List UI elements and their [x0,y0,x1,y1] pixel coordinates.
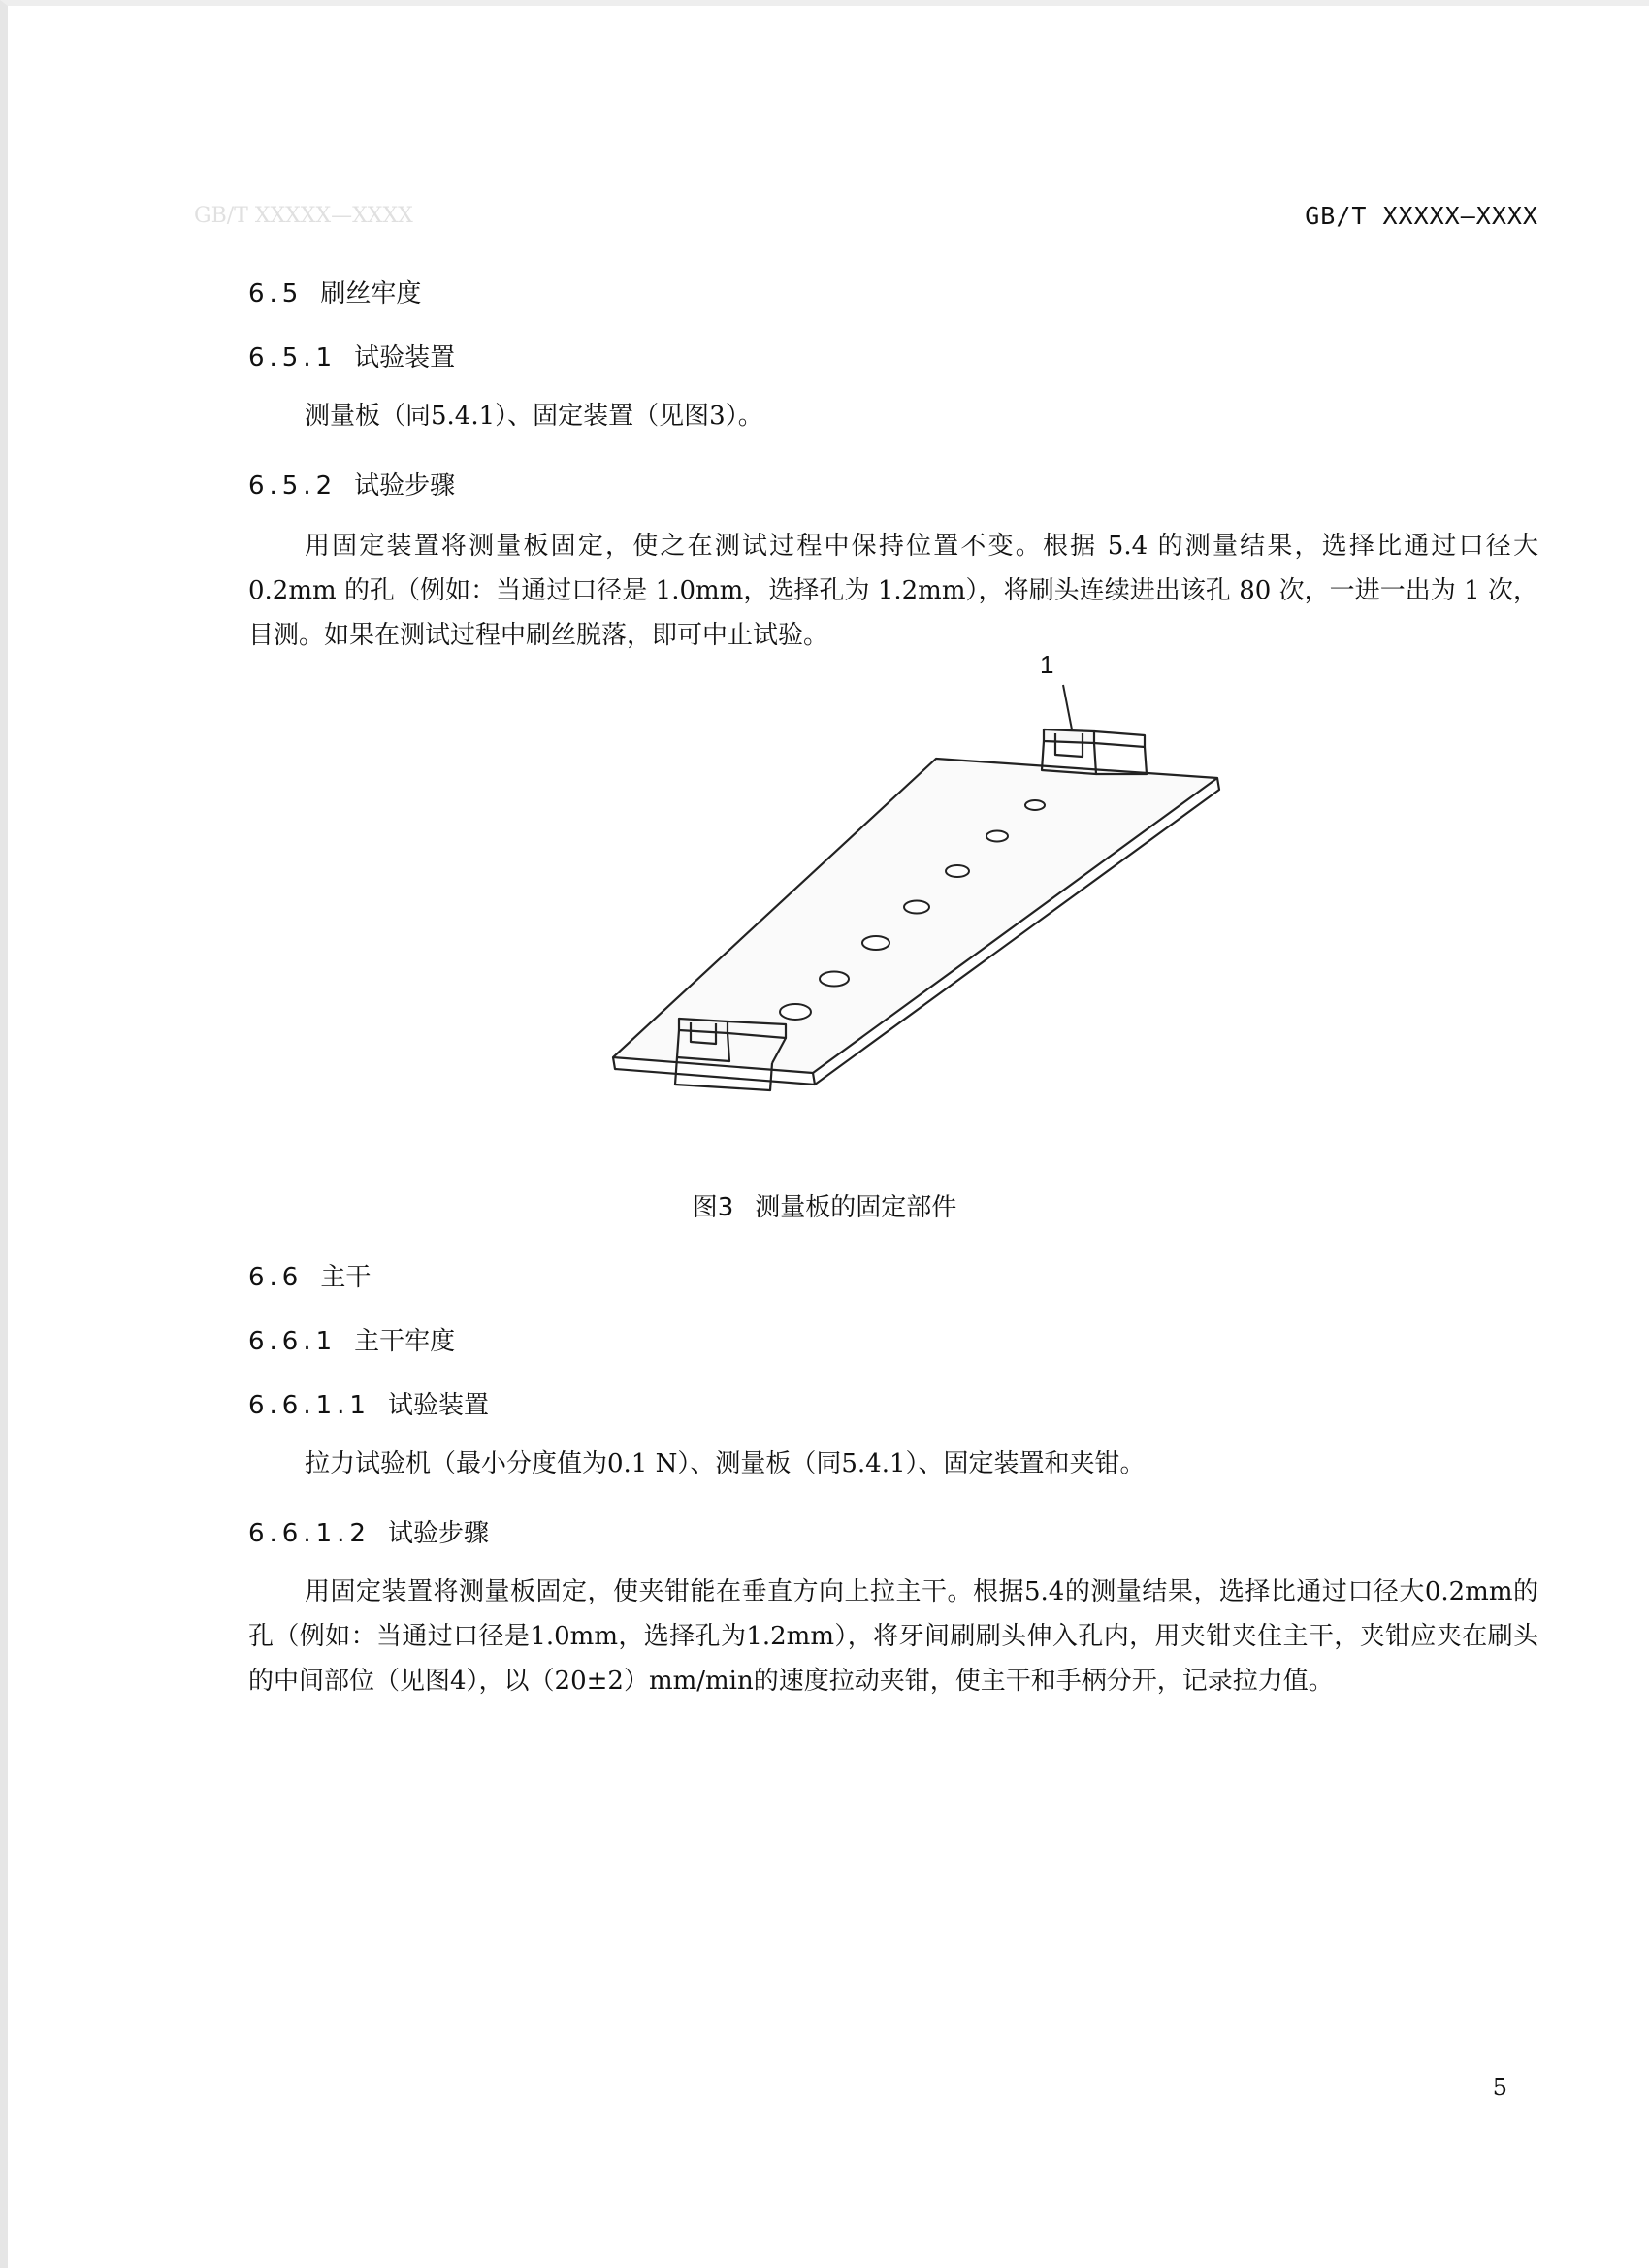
paragraph-6-6-1-2: 用固定装置将测量板固定，使夹钳能在垂直方向上拉主干。根据5.4的测量结果，选择比通过口径大0.2mm的孔（例如：当通过口径是1.0mm，选择孔为1.2mm），将牙间刷刷头伸入孔内，用夹钳夹住主干，夹钳应夹在刷头的中间部位（见图4），以（20±2）mm/min的速度拉动夹钳，使主干和手柄分开，记录拉力值。 [248,1577,1538,1696]
heading-number: 6.6 [248,1263,304,1292]
test-hole [820,972,849,987]
figure-number: 图3 [692,1193,734,1222]
heading-title: 主干 [320,1263,372,1292]
test-hole [904,901,929,914]
test-hole [1025,800,1045,810]
figure-3-caption [0,1187,1649,1223]
paragraph-6-6-1-1: 拉力试验机（最小分度值为0.1 N）、测量板（同5.4.1）、固定装置和夹钳。 [305,1449,1146,1478]
standard-code: GB/T XXXXX—XXXX [1305,202,1538,230]
heading-title: 试验步骤 [387,1519,489,1548]
test-hole [780,1004,811,1020]
heading-title: 主干牢度 [354,1327,456,1356]
heading-number: 6.5.2 [248,471,338,501]
heading-number: 6.6.1.1 [248,1391,371,1420]
callout-label: 1 [1040,650,1054,679]
test-hole [862,936,889,950]
paragraph-6-5-2: 用固定装置将测量板固定，使之在测试过程中保持位置不变。根据 5.4 的测量结果，选择比通过口径大 0.2mm 的孔（例如：当通过口径是 1.0mm，选择孔为 1.2mm），将刷头连续进出该孔 80 次，一进一出为 1 次，目测。如果在测试过程中刷丝脱落，即可中止试验。 [248,532,1538,650]
page-number: 5 [1492,2074,1507,2101]
test-hole [986,831,1008,842]
paragraph-6-5-1: 测量板（同5.4.1）、固定装置（见图3）。 [305,402,763,431]
heading-6-5 [248,274,421,309]
bleed-through-text: GB/T XXXXX—XXXX [194,204,413,228]
heading-title: 试验装置 [387,1391,489,1420]
callout-leader-line [1063,685,1072,729]
figure-title: 测量板的固定部件 [755,1193,957,1222]
heading-6-5-1 [248,338,455,373]
heading-6-6-1-2 [248,1513,489,1549]
heading-6-5-2 [248,466,455,502]
fixture-plate-drawing [601,650,1242,1116]
heading-title: 刷丝牢度 [320,279,422,308]
heading-6-6 [248,1257,371,1293]
heading-6-6-1 [248,1321,455,1357]
heading-number: 6.6.1 [248,1327,338,1356]
test-hole [946,865,969,877]
heading-6-6-1-1 [248,1385,489,1421]
heading-number: 6.5.1 [248,343,338,373]
heading-title: 试验装置 [354,343,456,373]
heading-number: 6.6.1.2 [248,1519,371,1548]
heading-number: 6.5 [248,279,304,308]
figure-3 [601,650,1242,1116]
heading-title: 试验步骤 [354,471,456,501]
